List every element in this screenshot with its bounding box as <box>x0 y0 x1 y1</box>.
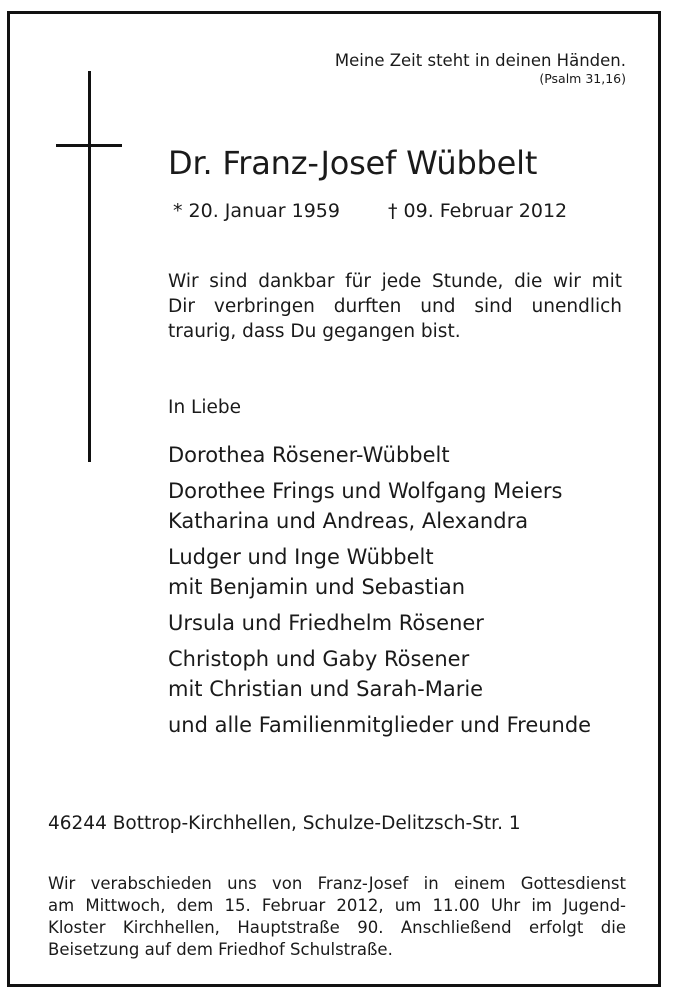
mourner-line: mit Benjamin und Sebastian <box>168 575 466 599</box>
message-line: traurig, dass Du gegangen bist. <box>168 321 461 342</box>
address: 46244 Bottrop-Kirchhellen, Schulze-Delitzsch-Str. 1 <box>48 813 521 834</box>
mourner-group <box>168 476 591 536</box>
mourner-line: Ludger und Inge Wübbelt <box>168 545 434 569</box>
mourner-line: Katharina und Andreas, Alexandra <box>168 509 529 533</box>
service-info <box>48 873 626 961</box>
deceased-name: Dr. Franz-Josef Wübbelt <box>168 144 538 182</box>
message <box>168 269 622 344</box>
mourner-line: Ursula und Friedhelm Rösener <box>168 611 484 635</box>
closing: In Liebe <box>168 397 242 418</box>
service-line: Kloster Kirchhellen, Hauptstraße 90. Anschließend erfolgt die <box>48 918 626 937</box>
service-line: Beisetzung auf dem Friedhof Schulstraße. <box>48 940 393 959</box>
mourner-group <box>168 608 591 638</box>
mourner-line: Dorothee Frings und Wolfgang Meiers <box>168 479 563 503</box>
message-line: Wir sind dankbar für jede Stunde, die wir mit <box>168 271 622 292</box>
cross-icon-bar <box>56 144 122 147</box>
mourner-line: und alle Familienmitglieder und Freunde <box>168 713 592 737</box>
mourner-group <box>168 644 591 704</box>
motto-text: Meine Zeit steht in deinen Händen. <box>334 51 626 70</box>
service-line: Wir verabschieden uns von Franz-Josef in einem Gottesdienst <box>48 874 626 893</box>
mourner-group <box>168 440 591 470</box>
mourner-line: Christoph und Gaby Rösener <box>168 647 470 671</box>
mourner-group <box>168 542 591 602</box>
mourner-line: mit Christian und Sarah-Marie <box>168 677 484 701</box>
motto-reference: (Psalm 31,16) <box>539 71 626 86</box>
mourner-group <box>168 710 591 740</box>
birth-date: * 20. Januar 1959 <box>173 200 340 222</box>
message-line: Dir verbringen durften und sind unendlich <box>168 296 622 317</box>
mourner-line: Dorothea Rösener-Wübbelt <box>168 443 450 467</box>
death-date: † 09. Februar 2012 <box>388 200 568 222</box>
mourners-list <box>168 440 591 746</box>
cross-icon <box>88 71 91 462</box>
service-line: am Mittwoch, dem 15. Februar 2012, um 11.00 Uhr im Jugend- <box>48 896 626 915</box>
motto <box>335 50 626 87</box>
